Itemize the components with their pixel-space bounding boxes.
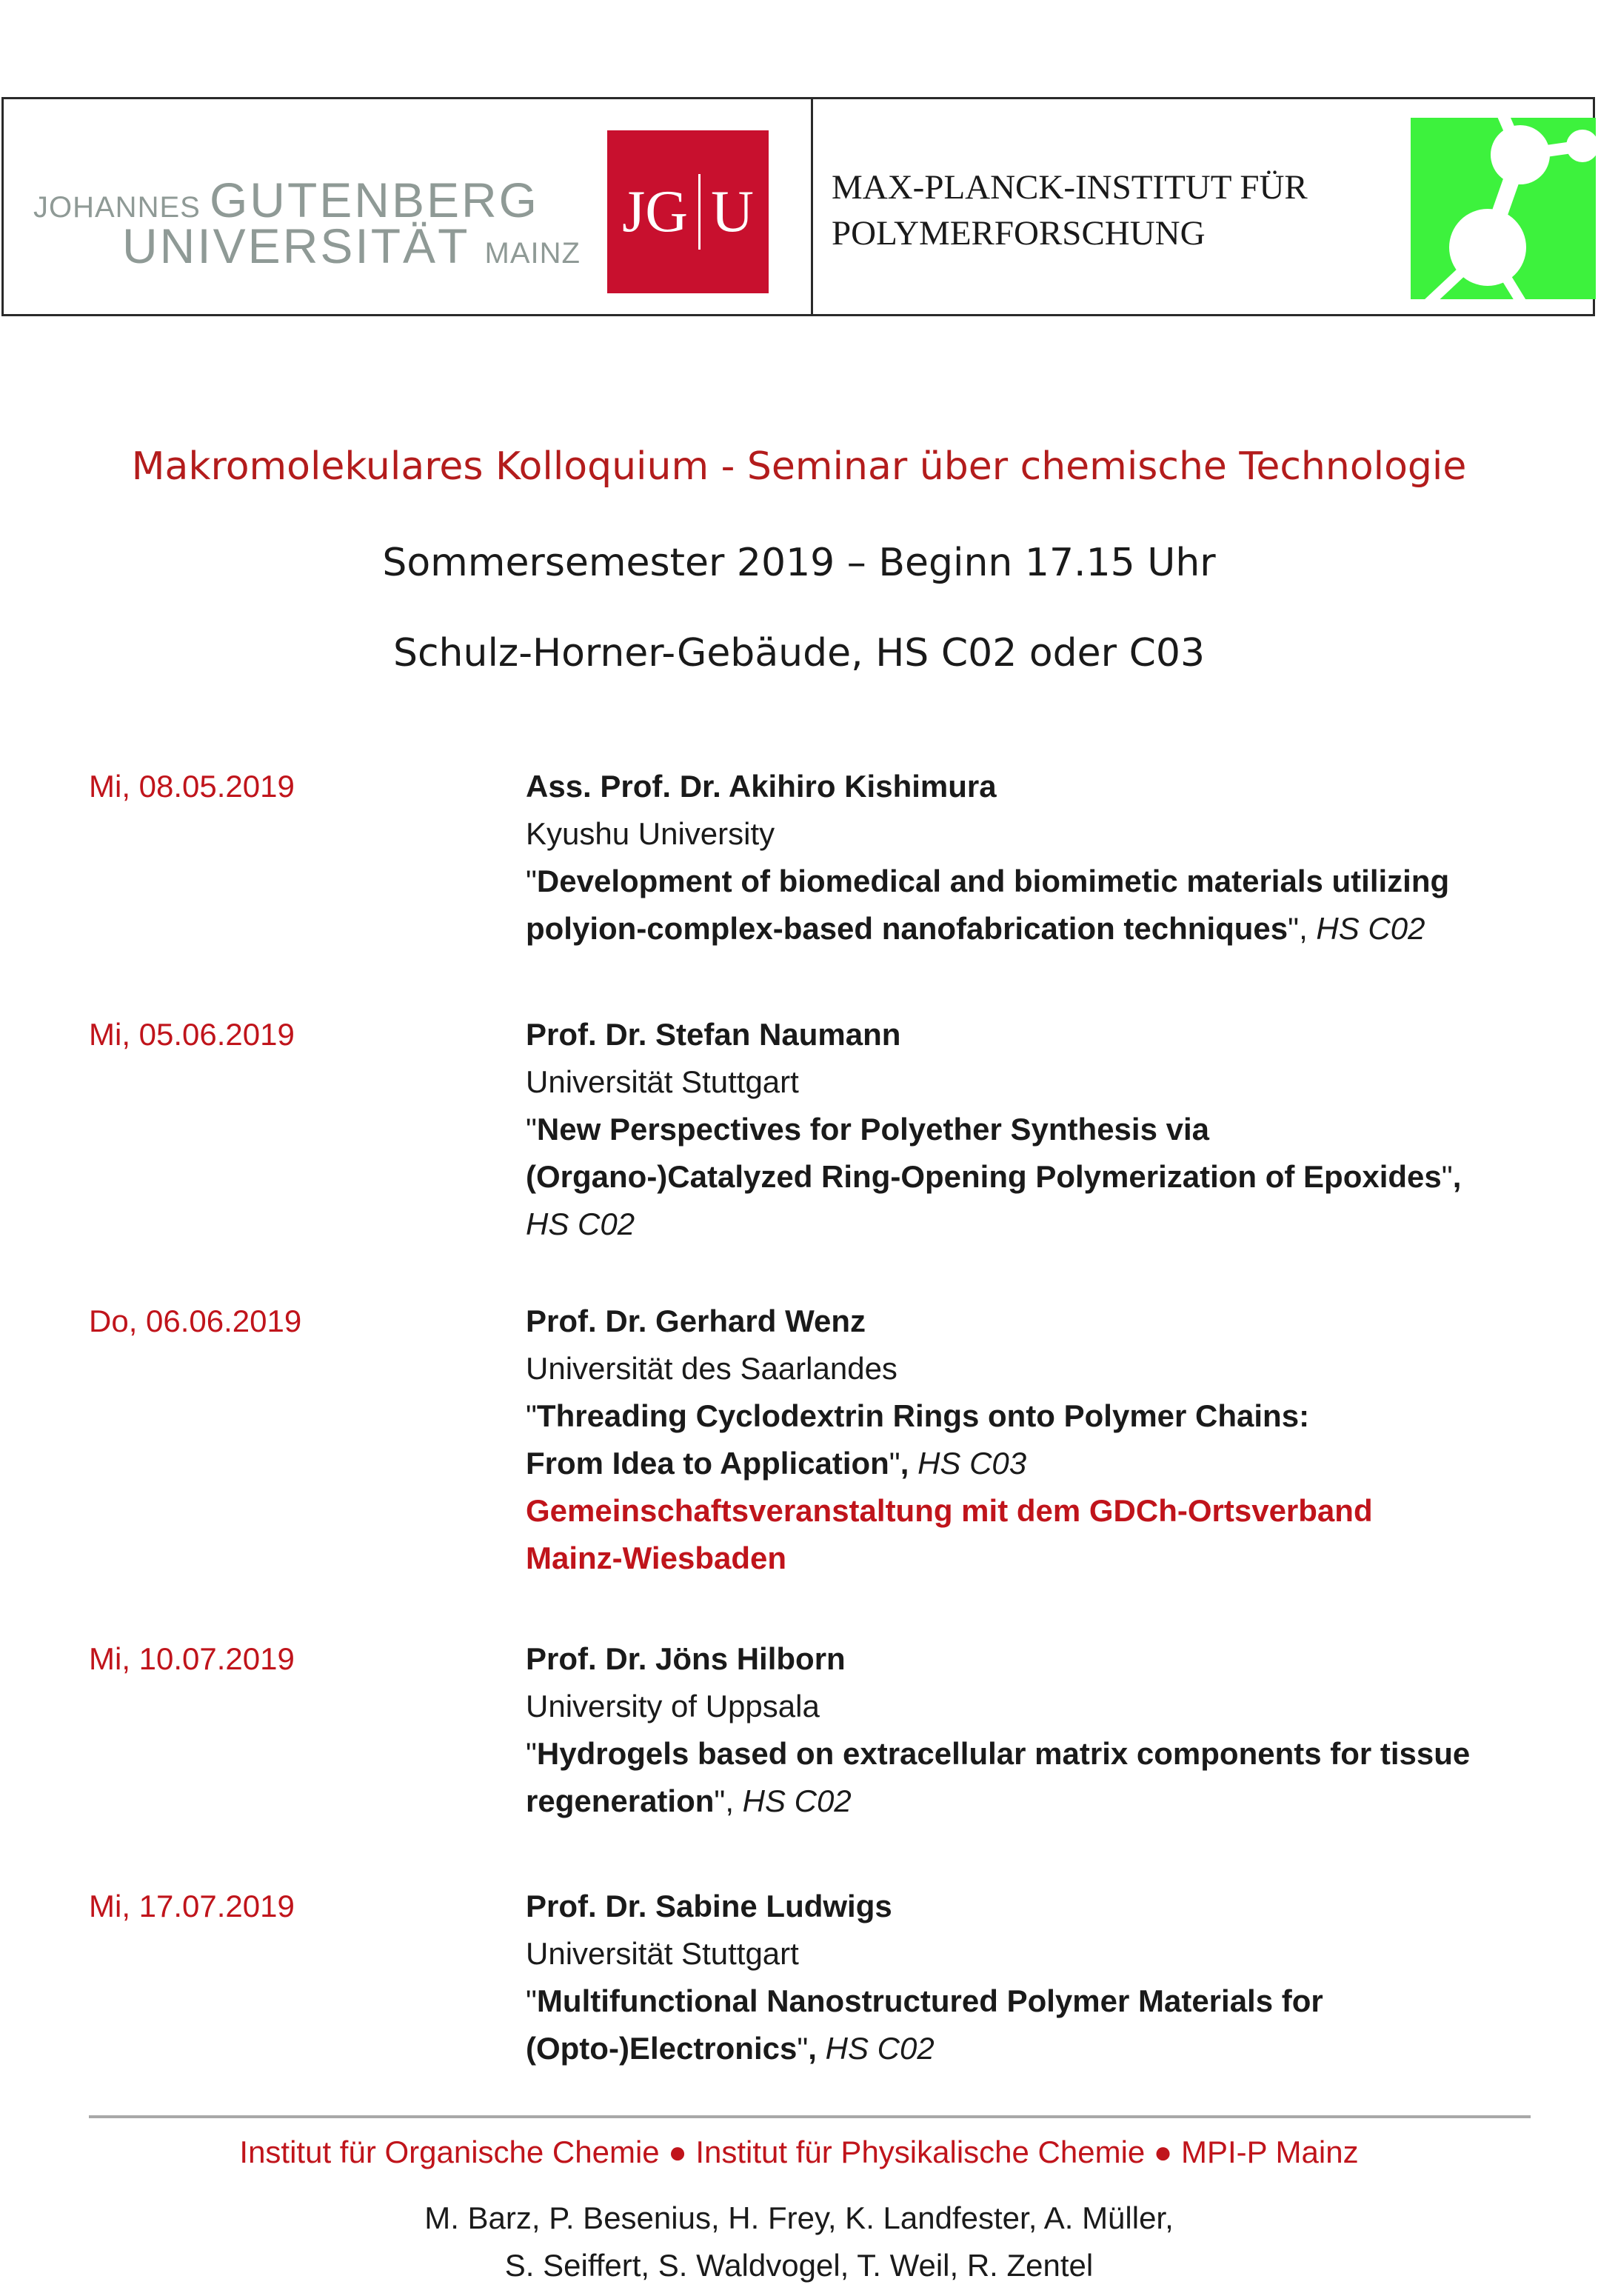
jgu-wordmark: [33, 172, 581, 274]
event-title-line2: regeneration", HS C02: [526, 1783, 852, 1818]
event-room: HS C02: [526, 1207, 635, 1241]
event-note-line1: Gemeinschaftsveranstaltung mit dem GDCh-Ortsverband: [526, 1493, 1373, 1528]
event-speaker: Prof. Dr. Gerhard Wenz: [526, 1304, 866, 1338]
event-affiliation: Universität des Saarlandes: [526, 1351, 897, 1386]
location-subtitle: Schulz-Horner-Gebäude, HS C02 oder C03: [392, 631, 1206, 675]
event-date: Mi, 05.06.2019: [89, 1017, 295, 1052]
event-affiliation: University of Uppsala: [526, 1689, 820, 1723]
event-date: Mi, 17.07.2019: [89, 1889, 295, 1923]
event-speaker: Prof. Dr. Jöns Hilborn: [526, 1641, 846, 1676]
event-speaker: Prof. Dr. Stefan Naumann: [526, 1017, 901, 1052]
footer-divider: [89, 2115, 1531, 2118]
footer-organizers-line1: M. Barz, P. Besenius, H. Frey, K. Landfester, A. Müller,: [424, 2200, 1174, 2235]
event-details: [526, 1635, 1562, 1825]
event-affiliation: Kyushu University: [526, 816, 775, 851]
event-title-line1: "Hydrogels based on extracellular matrix components for tissue: [526, 1736, 1471, 1771]
event-date: Mi, 08.05.2019: [89, 769, 295, 804]
semester-subtitle: Sommersemester 2019 – Beginn 17.15 Uhr: [382, 541, 1216, 585]
jgu-logo-jg: JG: [622, 178, 689, 244]
mpi-molecule-logo: [1411, 118, 1596, 299]
event-title-line1: "Threading Cyclodextrin Rings onto Polymer Chains:: [526, 1398, 1310, 1433]
mpi-name-line1: MAX-PLANCK-INSTITUT FÜR: [832, 168, 1308, 207]
event-affiliation: Universität Stuttgart: [526, 1064, 799, 1099]
event-note-line2: Mainz-Wiesbaden: [526, 1541, 786, 1575]
event-room: HS C02: [742, 1783, 852, 1818]
event-details: [526, 763, 1562, 952]
jgu-logo: [607, 130, 769, 293]
jgu-logo-u: U: [711, 178, 754, 244]
jgu-wordmark-universitaet: UNIVERSITÄT: [122, 218, 469, 273]
mpi-name-line2: POLYMERFORSCHUNG: [832, 214, 1206, 253]
event-date: Mi, 10.07.2019: [89, 1641, 295, 1676]
page-title: Makromolekulares Kolloquium - Seminar über chemische Technologie: [131, 444, 1467, 489]
event-title-line2: (Organo-)Catalyzed Ring-Opening Polymerization of Epoxides",: [526, 1159, 1462, 1194]
header-divider: [811, 99, 813, 314]
footer-institutes: Institut für Organische Chemie ● Institut für Physikalische Chemie ● MPI-P Mainz: [239, 2135, 1359, 2169]
event-title-line1: "Development of biomedical and biomimetic materials utilizing: [526, 864, 1450, 898]
footer-organizers-line2: S. Seiffert, S. Waldvogel, T. Weil, R. Zentel: [504, 2248, 1094, 2283]
event-date: Do, 06.06.2019: [89, 1304, 302, 1338]
event-room: HS C02: [825, 2031, 935, 2066]
event-speaker: Ass. Prof. Dr. Akihiro Kishimura: [526, 769, 997, 804]
event-title-line2: polyion-complex-based nanofabrication techniques", HS C02: [526, 911, 1425, 946]
event-speaker: Prof. Dr. Sabine Ludwigs: [526, 1889, 892, 1923]
event-title-line1: "Multifunctional Nanostructured Polymer Materials for: [526, 1983, 1323, 2018]
event-details: [526, 1011, 1562, 1248]
jgu-wordmark-johannes: JOHANNES: [33, 191, 201, 224]
jgu-logo-separator: [698, 174, 701, 250]
jgu-wordmark-gutenberg: GUTENBERG: [209, 173, 539, 227]
event-room: HS C02: [1316, 911, 1425, 946]
header-box: [1, 97, 1595, 316]
event-room: HS C03: [917, 1446, 1027, 1481]
mpi-name: [832, 164, 1308, 256]
footer-organizers: [0, 2195, 1598, 2289]
jgu-wordmark-mainz: MAINZ: [484, 237, 581, 270]
event-title-line2: From Idea to Application", HS C03: [526, 1446, 1027, 1481]
event-title-line2: (Opto-)Electronics", HS C02: [526, 2031, 935, 2066]
event-affiliation: Universität Stuttgart: [526, 1936, 799, 1971]
event-title-line1: "New Perspectives for Polyether Synthesis via: [526, 1112, 1209, 1147]
event-details: [526, 1298, 1562, 1582]
event-details: [526, 1883, 1562, 2072]
